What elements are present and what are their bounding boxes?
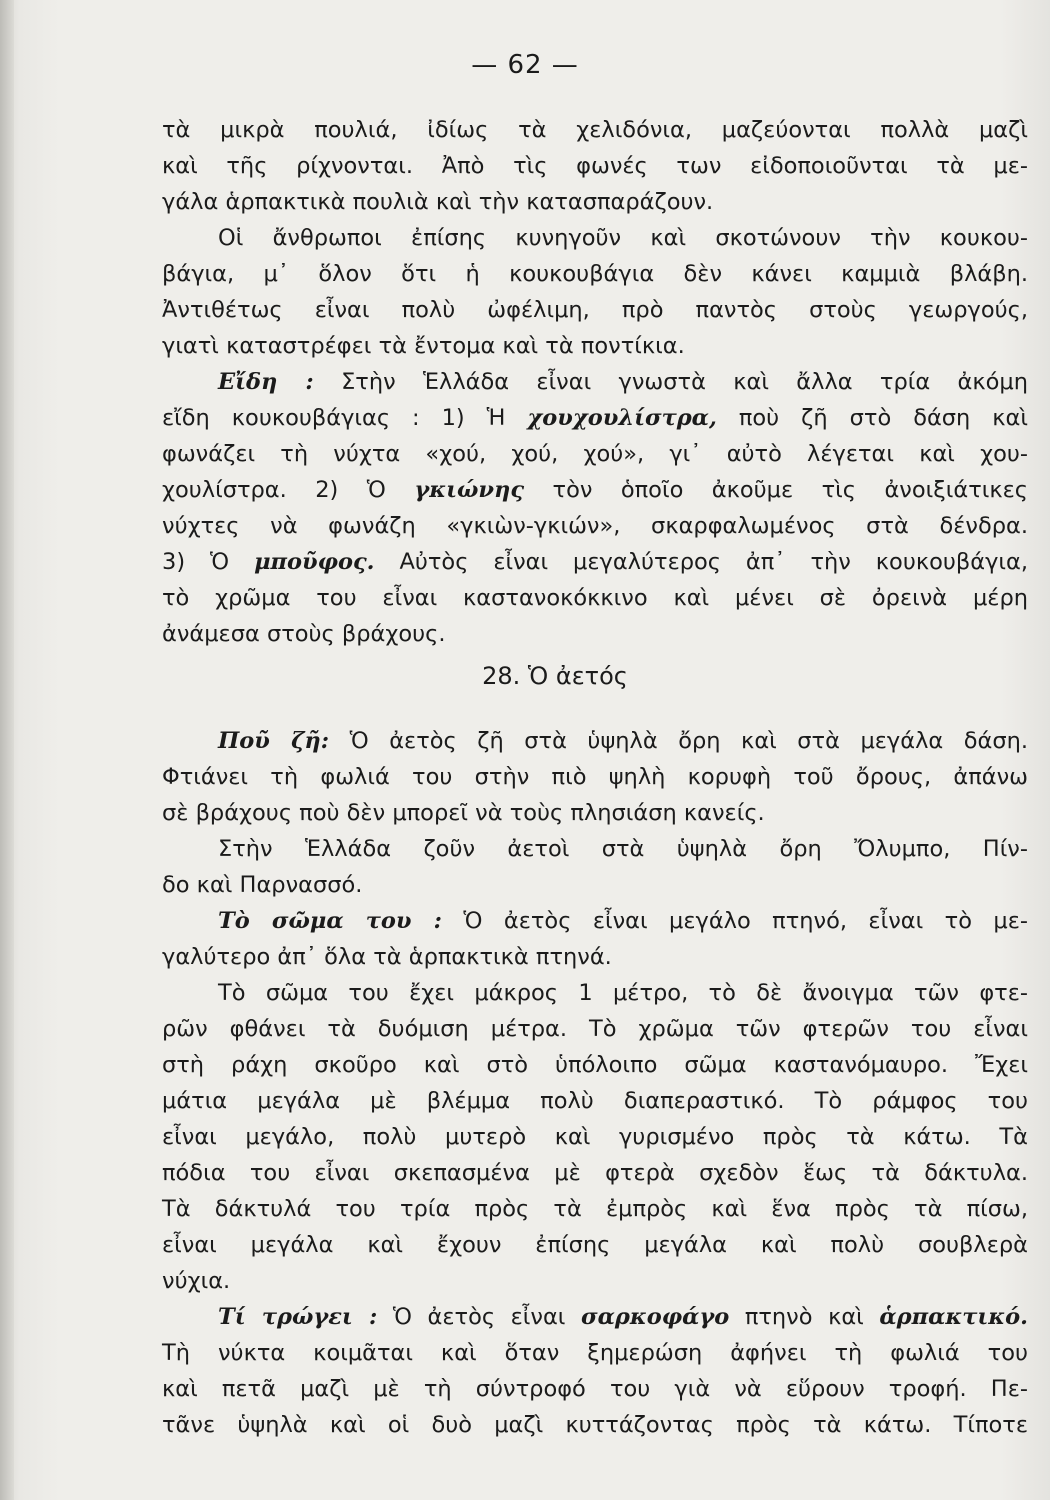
- food-line: [162, 1299, 1028, 1335]
- text-line: Οἱ ἄνθρωποι ἐπίσης κυνηγοῦν καὶ σκοτώνουν τὴν κουκου-: [218, 225, 1028, 251]
- text-span: χουλίστρα. 2) Ὁ: [162, 477, 386, 503]
- text-line: ρῶν φθάνει τὰ δυόμιση μέτρα. Τὸ χρῶμα τῶν φτερῶν του εἶναι: [162, 1016, 1028, 1042]
- text-line: Τὰ δάκτυλά του τρία πρὸς τὰ ἐμπρὸς καὶ ἕνα πρὸς τὰ πίσω,: [162, 1196, 1028, 1222]
- food-lead: Τί τρώγει :: [218, 1304, 378, 1330]
- page-binding-edge: [0, 0, 14, 1500]
- text-line: πόδια του εἶναι σκεπασμένα μὲ φτερὰ σχεδὸν ἕως τὰ δάκτυλα.: [162, 1160, 1028, 1186]
- page-number: — 62 —: [471, 50, 579, 80]
- owl-continuation-block: [162, 112, 1028, 652]
- body-line: [162, 903, 1028, 939]
- text-line: Τὴ νύκτα κοιμᾶται καὶ ὅταν ξημερώση ἀφήνει τὴ φωλιά του: [162, 1340, 1028, 1366]
- text-span: Στὴν Ἑλλάδα εἶναι γνωστὰ καὶ ἄλλα τρία ἀκόμη: [341, 369, 1028, 395]
- text-line: Στὴν Ἑλλάδα ζοῦν ἀετοὶ στὰ ὑψηλὰ ὄρη Ὄλυμπο, Πίν-: [218, 836, 1028, 862]
- text-line: φωνάζει τὴ νύχτα «χού, χού, χού», γι᾽ αὐτὸ λέγεται καὶ χου-: [162, 441, 1028, 467]
- species-term: μποῦφος.: [254, 549, 375, 575]
- species-line: [162, 544, 1028, 580]
- text-span: πτηνὸ καὶ: [744, 1304, 864, 1330]
- text-span: Αὐτὸς εἶναι μεγαλύτερος ἀπ᾽ τὴν κουκουβάγια,: [399, 549, 1028, 575]
- species-line: [162, 364, 1028, 400]
- text-line: εἶναι μεγάλο, πολὺ μυτερὸ καὶ γυρισμένο πρὸς τὰ κάτω. Τὰ: [162, 1124, 1028, 1150]
- text-line: μάτια μεγάλα μὲ βλέμμα πολὺ διαπεραστικό. Τὸ ράμφος του: [162, 1088, 1028, 1114]
- species-lead: Εἴδη :: [218, 369, 314, 395]
- food-term: ἁρπακτικό.: [879, 1304, 1028, 1330]
- text-line: βάγια, μ᾽ ὅλον ὅτι ἡ κουκουβάγια δὲν κάνει καμμιὰ βλάβη.: [162, 261, 1028, 287]
- text-line: νύχια.: [162, 1268, 231, 1294]
- text-line: σὲ βράχους ποὺ δὲν μπορεῖ νὰ τοὺς πλησιάση κανείς.: [162, 800, 765, 826]
- text-line: τὸ χρῶμα του εἶναι καστανοκόκκινο καὶ μένει σὲ ὀρεινὰ μέρη: [162, 585, 1028, 611]
- text-line: Φτιάνει τὴ φωλιά του στὴν πιὸ ψηλὴ κορυφὴ τοῦ ὄρους, ἀπάνω: [162, 764, 1028, 790]
- food-term: σαρκοφάγο: [580, 1304, 730, 1330]
- text-line: γάλα ἁρπακτικὰ πουλιὰ καὶ τὴν κατασπαράζουν.: [162, 189, 714, 215]
- text-line: εἶναι μεγάλα καὶ ἔχουν ἐπίσης μεγάλα καὶ πολὺ σουβλερὰ: [162, 1232, 1028, 1258]
- text-line: γαλύτερο ἀπ᾽ ὅλα τὰ ἁρπακτικὰ πτηνά.: [162, 944, 612, 970]
- section-heading: 28. Ὁ ἀετός: [482, 662, 628, 690]
- text-line: ἀνάμεσα στοὺς βράχους.: [162, 621, 446, 647]
- text-line: στὴ ράχη σκοῦρο καὶ στὸ ὑπόλοιπο σῶμα καστανόμαυρο. Ἔχει: [162, 1052, 1028, 1078]
- text-span: 3) Ὁ: [162, 549, 230, 575]
- body-lead: Τὸ σῶμα του :: [218, 908, 442, 934]
- species-term: χουχουλίστρα,: [527, 405, 717, 431]
- text-line: τᾶνε ὑψηλὰ καὶ οἱ δυὸ μαζὶ κυττάζοντας πρὸς τὰ κάτω. Τίποτε: [162, 1412, 1028, 1438]
- habitat-lead: Ποῦ ζῆ:: [218, 728, 330, 754]
- text-line: καὶ τῆς ρίχνονται. Ἀπὸ τὶς φωνές των εἰδοποιοῦνται τὰ με-: [162, 153, 1028, 179]
- eagle-section-block: [162, 723, 1028, 1443]
- habitat-line: [162, 723, 1028, 759]
- text-span: εἴδη κουκουβάγιας : 1) Ἡ: [162, 405, 506, 431]
- text-line: νύχτες νὰ φωνάζη «γκιὼν-γκιών», σκαρφαλωμένος στὰ δένδρα.: [162, 513, 1028, 539]
- species-line: [162, 400, 1028, 436]
- text-line: καὶ πετᾶ μαζὶ μὲ τὴ σύντροφό του γιὰ νὰ εὕρουν τροφή. Πε-: [162, 1376, 1028, 1402]
- text-line: γιατὶ καταστρέφει τὰ ἔντομα καὶ τὰ ποντίκια.: [162, 333, 685, 359]
- text-span: ποὺ ζῆ στὸ δάση καὶ: [738, 405, 1029, 431]
- species-line: [162, 472, 1028, 508]
- text-line: δο καὶ Παρνασσό.: [162, 872, 363, 898]
- species-term: γκιώνης: [414, 477, 525, 503]
- text-span: Ὁ ἀετὸς εἶναι: [392, 1304, 566, 1330]
- text-span: Ὁ ἀετὸς ζῆ στὰ ὑψηλὰ ὄρη καὶ στὰ μεγάλα δάση.: [349, 728, 1029, 754]
- text-span: Ὁ ἀετὸς εἶναι μεγάλο πτηνό, εἶναι τὸ με-: [463, 908, 1028, 934]
- text-line: Ἀντιθέτως εἶναι πολὺ ὠφέλιμη, πρὸ παντὸς στοὺς γεωργούς,: [162, 297, 1028, 323]
- text-span: τὸν ὁποῖο ἀκοῦμε τὶς ἀνοιξιάτικες: [552, 477, 1028, 503]
- text-line: Τὸ σῶμα του ἔχει μάκρος 1 μέτρο, τὸ δὲ ἄνοιγμα τῶν φτε-: [218, 980, 1028, 1006]
- text-line: τὰ μικρὰ πουλιά, ἰδίως τὰ χελιδόνια, μαζεύονται πολλὰ μαζὶ: [162, 117, 1028, 143]
